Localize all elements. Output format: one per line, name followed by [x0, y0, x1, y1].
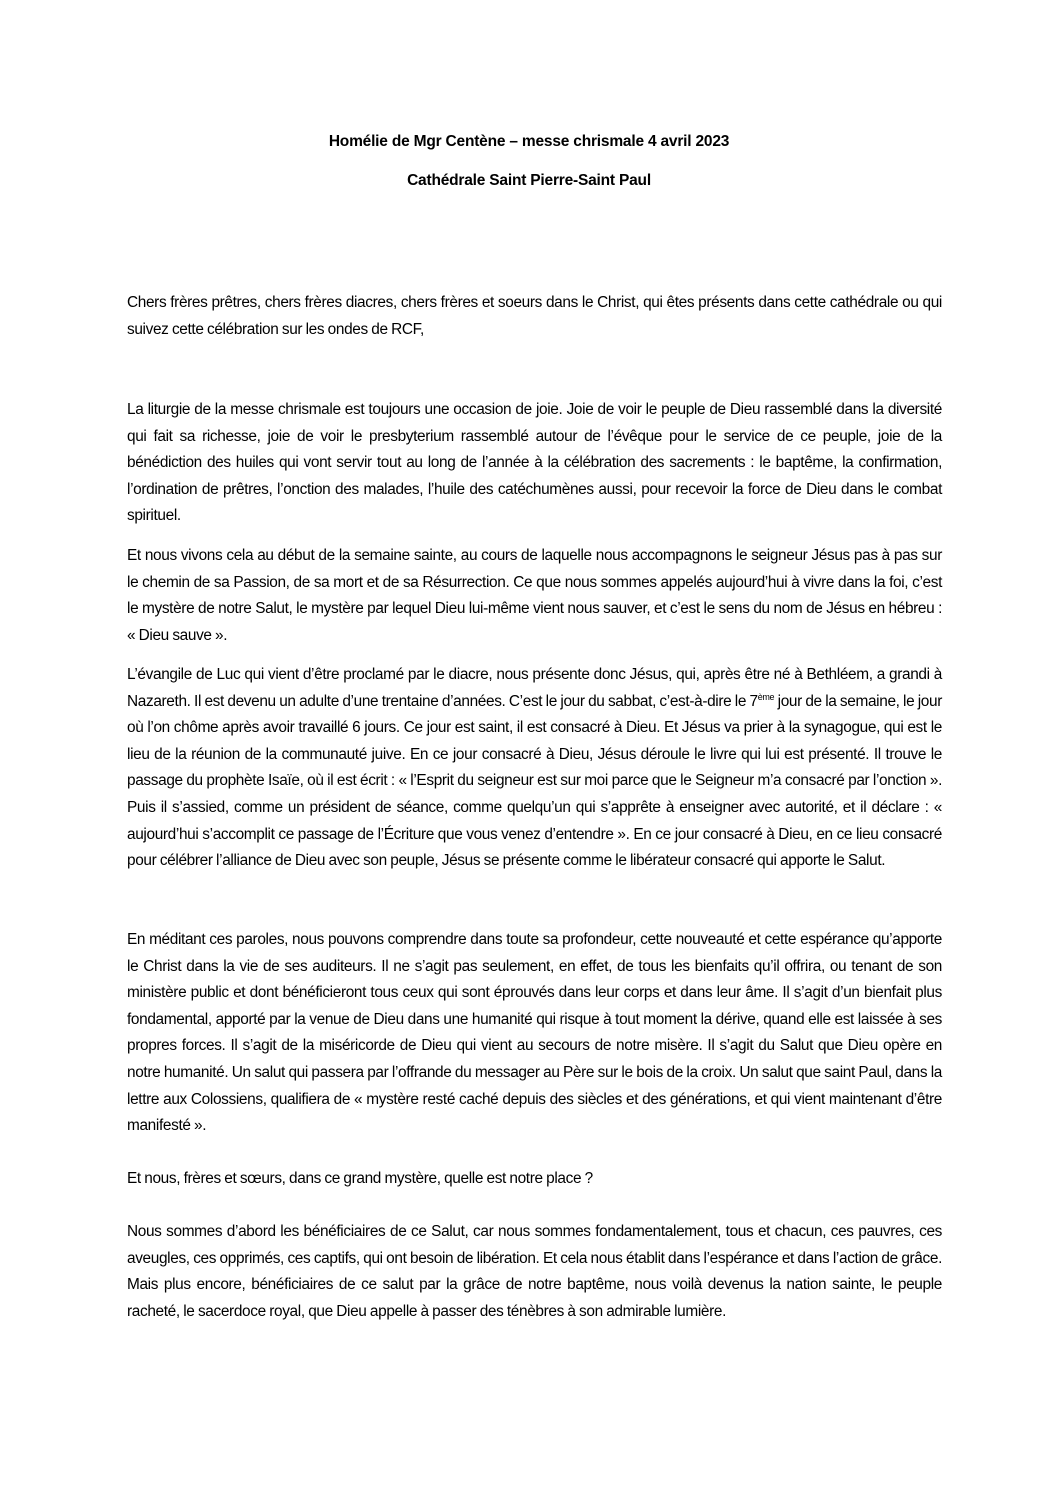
document-subtitle: Cathédrale Saint Pierre-Saint Paul — [407, 172, 651, 189]
paragraph-gospel — [127, 662, 942, 875]
paragraph-liturgy: La liturgie de la messe chrismale est toujours une occasion de joie. Joie de voir le peuple de Dieu rassemblé dans la diversité qui fait sa richesse, joie de voir le presbyterium rassemblé autour de l’évêque pour le service de ce peuple, joie de la bénédiction des huiles qui vont servir tout au long de l’année à la célébration des sacrements : le baptême, la confirmation, l’ordination de prêtres, l’onction des malades, l’huile des catéchumènes aussi, pour recevoir la force de Dieu dans le combat spirituel. — [127, 401, 942, 525]
paragraph-gospel-part-2: jour de la semaine, le jour où l’on chôme après avoir travaillé 6 jours. Ce jour est saint, il est consacré à Dieu. Et Jésus va prier à la synagogue, qui est le lieu de la réunion de la communauté juive. En ce jour consacré à Dieu, Jésus déroule le livre qui lui est présenté. Il trouve le passage du prophète Isaïe, où il est écrit : « l’Esprit du seigneur est sur moi parce que le Seigneur m’a consacré par l’onction ». Puis il s’assied, comme un président de séance, comme quelqu’un qui s’apprête à enseigner avec autorité, et il déclare : « aujourd’hui s’accomplit ce passage de l’Écriture que vous venez d’entendre ». En ce jour consacré à Dieu, en ce lieu consacré pour célébrer l’alliance de Dieu avec son peuple, Jésus se présente comme le libérateur consacré qui apporte le Salut. — [127, 692, 943, 870]
paragraph-meditation: En méditant ces paroles, nous pouvons comprendre dans toute sa profondeur, cette nouveauté et cette espérance qu’apporte le Christ dans la vie de ses auditeurs. Il ne s’agit pas seulement, en effet, de tous les bienfaits qu’il offrira, ou tenant de son ministère public et dont bénéficieront tous ceux qui sont éprouvés dans leur corps et dans leur âme. Il s’agit d’un bienfait plus fondamental, apporté par la venue de Dieu dans une humanité qui risque à tout moment la dérive, quand elle est laissée à ses propres forces. Il s’agit de la miséricorde de Dieu qui vient au secours de notre misère. Il s’agit du Salut que Dieu opère en notre humanité. Un salut qui passera par l’offrande du messager au Père sur le bois de la croix. Un salut que saint Paul, dans la lettre aux Colossiens, qualifiera de « mystère resté caché depuis des siècles et des générations, et qui vient maintenant d’être manifesté ». — [127, 931, 942, 1135]
paragraph-holy-week: Et nous vivons cela au début de la semaine sainte, au cours de laquelle nous accompagnons le seigneur Jésus pas à pas sur le chemin de sa Passion, de sa mort et de sa Résurrection. Ce que nous sommes appelés aujourd’hui à vivre dans la foi, c’est le mystère de notre Salut, le mystère par lequel Dieu lui-même vient nous sauver, et c’est le sens du nom de Jésus en hébreu : « Dieu sauve ». — [127, 547, 942, 644]
ordinal-superscript: ème — [757, 691, 775, 702]
document-title: Homélie de Mgr Centène – messe chrismale 4 avril 2023 — [328, 133, 730, 150]
paragraph-question: Et nous, frères et sœurs, dans ce grand mystère, quelle est notre place ? — [127, 1170, 593, 1187]
paragraph-gospel-part-1: L’évangile de Luc qui vient d’être proclamé par le diacre, nous présente donc Jésus, qui, après être né à Bethléem, a grandi à Nazareth. Il est devenu un adulte d’une trentaine d’années. C’est le jour du sabbat, c’est-à-dire le 7 — [127, 666, 942, 710]
paragraph-beneficiaries: Nous sommes d’abord les bénéficiaires de ce Salut, car nous sommes fondamentalement, tous et chacun, ces pauvres, ces aveugles, ces opprimés, ces captifs, qui ont besoin de libération. Et cela nous établit dans l’espérance et dans l’action de grâce. Mais plus encore, bénéficiaires de ce salut par la grâce de notre baptême, nous voilà devenus la nation sainte, le peuple racheté, le sacerdoce royal, que Dieu appelle à passer des ténèbres à son admirable lumière. — [127, 1223, 942, 1320]
paragraph-greeting: Chers frères prêtres, chers frères diacres, chers frères et soeurs dans le Christ, qui êtes présents dans cette cathédrale ou qui suivez cette célébration sur les ondes de RCF, — [127, 294, 942, 338]
